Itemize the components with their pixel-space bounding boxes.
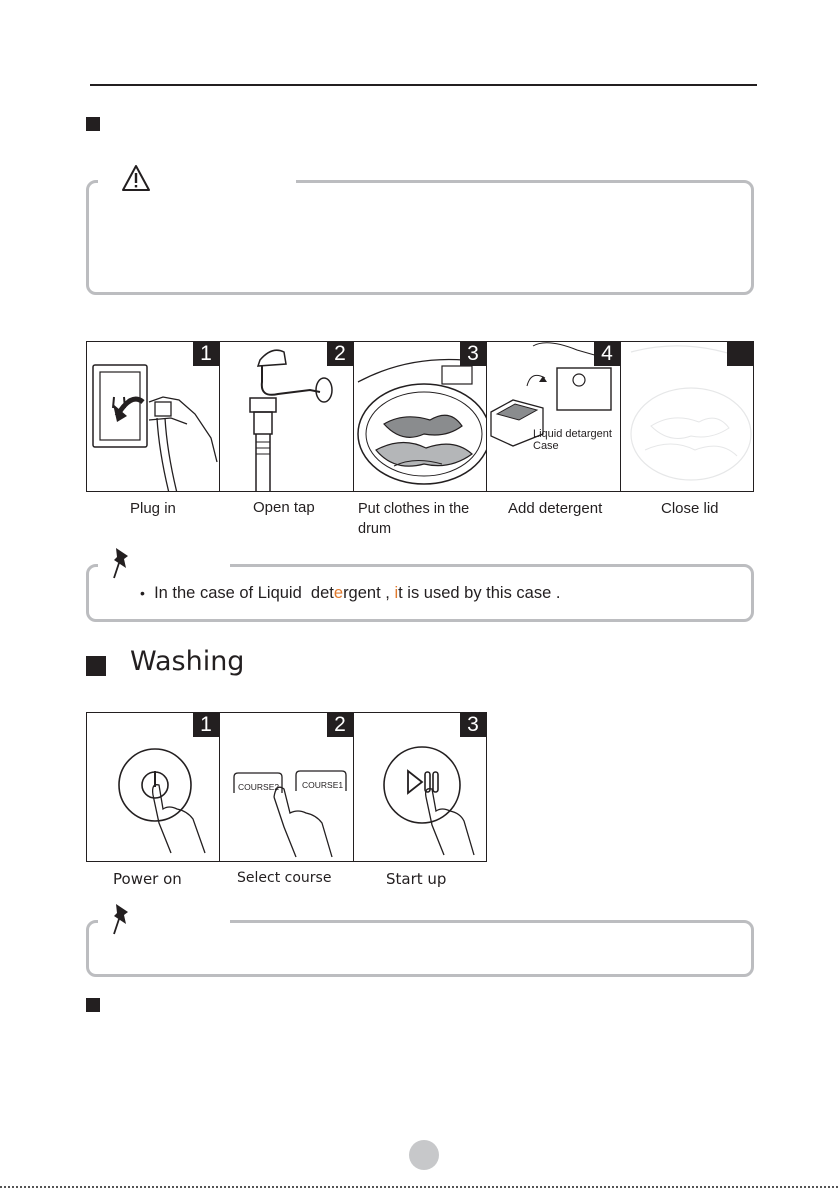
step-panel-open-tap — [219, 341, 354, 492]
step-panel-start-up — [353, 712, 487, 862]
course1-button[interactable]: COURSE1 — [302, 780, 344, 790]
warning-box — [86, 180, 754, 295]
page-number-badge — [409, 1140, 439, 1170]
section-title-washing: Washing — [130, 646, 245, 677]
caption-add-detergent: Add detergent — [508, 500, 603, 517]
step-number-badge: 2 — [327, 342, 353, 366]
caption-close-lid: Close lid — [661, 500, 719, 517]
detergent-case-label: Liquid detargent Case — [533, 428, 612, 452]
step-panel-plug-in — [86, 341, 220, 492]
step-panel-close-lid — [620, 341, 754, 492]
step-number-badge: 4 — [594, 342, 620, 366]
caption-put-clothes: Put clothes in the drum — [358, 501, 470, 537]
note-text-accent: e — [333, 584, 344, 602]
course2-button[interactable]: COURSE2 — [238, 782, 280, 792]
note-text — [140, 584, 560, 603]
caption-open-tap: Open tap — [253, 499, 315, 516]
note-text-accent: i — [394, 584, 399, 602]
warning-icon — [121, 164, 151, 192]
step-number-badge: 1 — [193, 713, 219, 737]
note-text-part: rgent , — [343, 584, 395, 602]
step-number-badge: 3 — [460, 342, 486, 366]
step-number-badge: 3 — [460, 713, 486, 737]
caption-power-on: Power on — [113, 870, 182, 888]
pushpin-icon — [108, 546, 134, 582]
step-panel-select-course — [219, 712, 354, 862]
step-panel-add-detergent — [486, 341, 621, 492]
page-edge-dots — [0, 1186, 840, 1188]
note-bullet: • — [140, 585, 145, 601]
pushpin-icon — [108, 902, 134, 938]
note-box — [86, 920, 754, 977]
header-rule — [90, 84, 757, 86]
caption-plug-in: Plug in — [130, 500, 176, 517]
caption-start-up: Start up — [386, 870, 447, 888]
caption-select-course: Select course — [237, 870, 332, 886]
step-number-badge: 1 — [193, 342, 219, 366]
step-panel-put-clothes — [353, 341, 487, 492]
section-marker — [86, 998, 100, 1012]
step-panel-power-on — [86, 712, 220, 862]
step-number-badge: 2 — [327, 713, 353, 737]
section-marker — [86, 117, 100, 131]
note-text-part: t is used by this case . — [398, 584, 561, 602]
step-number-badge — [727, 342, 753, 366]
section-marker — [86, 656, 106, 676]
note-text-part: In the case of Liquid det — [154, 584, 334, 602]
